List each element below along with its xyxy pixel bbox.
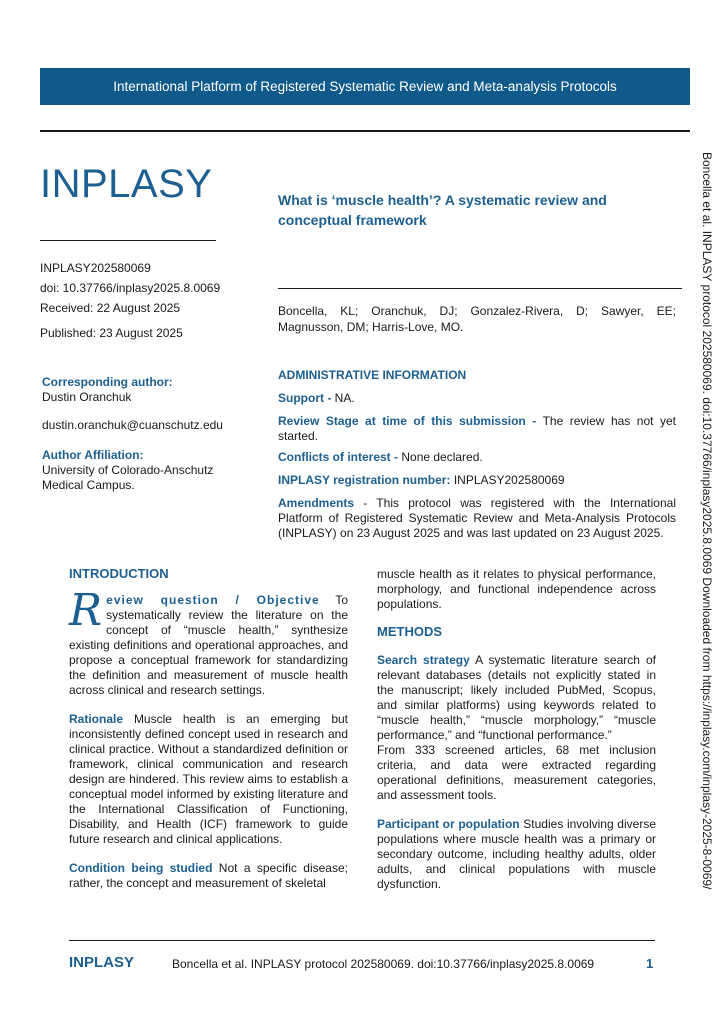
- stage-text: The review has not yet started.: [278, 414, 676, 443]
- footer-logo: INPLASY: [69, 954, 135, 971]
- search-strategy-paragraph: [377, 653, 656, 743]
- participant-paragraph: [377, 817, 656, 892]
- search-strategy-label: Search strategy: [377, 653, 470, 667]
- condition-continuation: muscle health as it relates to physical performance, morphology, and functional independence across populations.: [377, 567, 656, 611]
- objective-paragraph: [69, 585, 348, 698]
- amendments-label: Amendments: [278, 496, 355, 510]
- dropcap-letter: R: [69, 585, 103, 636]
- introduction-column: [69, 566, 348, 891]
- condition-label: Condition being studied: [69, 861, 213, 875]
- methods-column: [377, 567, 656, 892]
- registration-text: INPLASY202580069: [450, 473, 565, 487]
- admin-heading: [278, 368, 676, 383]
- header-divider: [40, 130, 690, 132]
- affiliation-text: University of Colorado-Anschutz Medical Campus.: [42, 463, 214, 492]
- rationale-label: Rationale: [69, 712, 124, 726]
- logo-divider: [40, 240, 216, 241]
- inplasy-logo: INPLASY: [40, 162, 213, 206]
- search-results-paragraph: From 333 screened articles, 68 met inclusion criteria, and data were extracted regarding operational definitions, measurement categories, and assessment tools.: [377, 743, 656, 802]
- doi[interactable]: doi: 10.37766/inplasy2025.8.0069: [40, 281, 221, 295]
- methods-heading: METHODS: [377, 624, 442, 639]
- amendments-text: - This protocol was registered with the International Platform of Registered Systematic Review and Meta-Analysis Protocols (INPLASY) on 23 August 2025 and was last updated on 23 August 2025.: [278, 496, 676, 540]
- registration-label: INPLASY registration number:: [278, 473, 451, 487]
- conflicts-label: Conflicts of interest -: [278, 450, 399, 464]
- admin-heading-text: ADMINISTRATIVE INFORMATION: [278, 368, 467, 382]
- side-citation[interactable]: Boncella et al. INPLASY protocol 202580069. doi:10.37766/inplasy2025.8.0069 Downloaded from https://inplasy.com/inplasy-2025-8-0069/: [700, 152, 714, 890]
- support-line: [278, 391, 676, 406]
- published-date: Published: 23 August 2025: [40, 326, 183, 340]
- page-number: 1: [646, 956, 654, 971]
- affiliation-label: Author Affiliation:: [42, 448, 144, 462]
- objective-text: To systematically review the literature on the concept of “muscle health,” synthesize existing definitions and operational approaches, and propose a conceptual framework for standardizing the definition and measurement of muscle health across clinical and research settings.: [69, 593, 348, 697]
- corresponding-author-name: Dustin Oranchuk: [42, 390, 132, 404]
- support-text: NA.: [331, 391, 355, 405]
- objective-label: eview question / Objective: [106, 593, 320, 607]
- condition-text: Not a specific disease; rather, the concept and measurement of skeletal: [69, 861, 348, 890]
- article-title: What is ‘muscle health’? A systematic review and conceptual framework: [278, 192, 607, 228]
- search-strategy-text: A systematic literature search of relevant databases (details not explicitly stated in the manuscript; likely included PubMed, Scopus, and similar platforms) using keywords related to “muscle health,” “muscle morphology,” “muscle performance,” and “functional performance.”: [377, 653, 656, 742]
- stage-label: Review Stage at time of this submission -: [278, 414, 537, 428]
- amendments-line: [278, 496, 676, 541]
- introduction-heading: INTRODUCTION: [69, 566, 169, 581]
- conflicts-line: [278, 450, 676, 465]
- review-stage: [278, 414, 676, 444]
- corresponding-author: [42, 375, 242, 405]
- corresponding-email[interactable]: dustin.oranchuk@cuanschutz.edu: [42, 418, 223, 432]
- rationale-text: Muscle health is an emerging but inconsistently defined concept used in research and clinical practice. Without a standardized definition or framework, clinical communication and research design are hindered. This review aims to establish a conceptual model informed by existing literature and the International Classification of Functioning, Disability, and Health (ICF) framework to guide future research and clinical applications.: [69, 712, 348, 846]
- condition-paragraph: [69, 861, 348, 891]
- support-label: Support -: [278, 391, 332, 405]
- registration-line: [278, 473, 676, 488]
- conflicts-text: None declared.: [398, 450, 483, 464]
- author-list: Boncella, KL; Oranchuk, DJ; Gonzalez-Rivera, D; Sawyer, EE; Magnusson, DM; Harris-Love, MO.: [278, 304, 676, 334]
- rationale-paragraph: [69, 712, 348, 847]
- participant-text: Studies involving diverse populations where muscle health was a primary or secondary outcome, including healthy adults, older adults, and clinical populations with muscle dysfunction.: [377, 817, 656, 891]
- participant-label: Participant or population: [377, 817, 520, 831]
- registration-id: INPLASY202580069: [40, 261, 151, 275]
- footer-citation: Boncella et al. INPLASY protocol 202580069. doi:10.37766/inplasy2025.8.0069: [172, 957, 595, 971]
- author-affiliation: [42, 448, 232, 493]
- corresponding-author-label: Corresponding author:: [42, 375, 173, 389]
- footer-divider: [69, 940, 655, 941]
- title-divider: [278, 288, 682, 289]
- header-banner: International Platform of Registered Systematic Review and Meta-analysis Protocols: [40, 68, 690, 105]
- received-date: Received: 22 August 2025: [40, 301, 181, 315]
